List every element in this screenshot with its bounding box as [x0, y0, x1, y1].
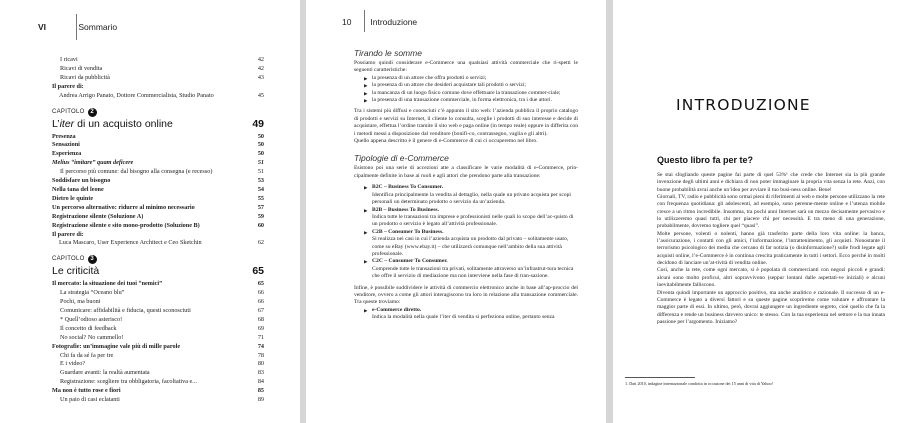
- list-item: ▶ e-Commerce diretto. Indica la modalità nella quale l’iter di vendita si perfeziona online, pertanto senza: [364, 307, 578, 322]
- footnote-divider: [625, 377, 695, 378]
- header-title: Introduzione: [370, 17, 418, 27]
- chapter-label: CAPITOLO 2: [52, 108, 264, 117]
- list-item: ▶ la presenza di una transazione commerciale, in forma elettronica, tra i due attori.: [364, 97, 578, 104]
- intro-opening-page: [613, 0, 910, 423]
- toc-entry: Ricavi di vendita 42: [60, 64, 264, 72]
- header-divider: [364, 10, 365, 32]
- toc-entry: Ricavi da pubblicità 43: [60, 73, 264, 81]
- toc-entry: Fotografie: un’immagine vale più di mille parole 74: [52, 342, 264, 350]
- chapter-label: CAPITOLO 3: [52, 255, 264, 264]
- list-item: ▶ C2B – Consumer To Business. Si realizza nei casi in cui l’azienda acquista un prodotto dal privato – solitamente usato, come su eBay (www.ebay.it) – che utilizzerà comunque nell’ambito della sua attività professionale.: [364, 229, 578, 259]
- bullet-list: [364, 75, 578, 105]
- paragraph: Infine, è possibile suddividere le attività di commercio elettronico anche in base all’ap-proccio del venditore, ovvero a come gli attori interagiscono tra loro in relazione alla transazione commerciale. Tra queste troviamo:: [354, 284, 578, 306]
- toc-entry: Il percorso più comune: dal bisogno alla consegna (e recesso) 51: [60, 168, 264, 176]
- toc-entry: Chi fa da sé fa per tre 78: [60, 351, 264, 359]
- chapter-number-badge: 3: [88, 255, 97, 264]
- paragraph: Così, anche la rete, come ogni mercato, si è popolata di commercianti con negozi piccoli e grandi: alcuni sono molto proficui, altri sopravvivono (seppur lontani dalle aspettati-ve iniziali) e alcuni inevitabilmente falliscono.: [657, 267, 885, 289]
- toc-page: [0, 0, 300, 423]
- paragraph: Diventa quindi importante un approccio positivo, ma anche analitico e razionale. Il successo di un e-Commerce è legato a diversi fattori e su queste pagine scopriremo come valutare e affrontare la maggior parte di essi. In ultimo, però, dovrai aggiungere un ingrediente segreto, cioè quello che fa la differenza e rende un business davvero unico: te stesso. Con la tua esperienza nel settore e la tua innata passione per l’argomento. Iniziamo?: [657, 289, 885, 325]
- header-title: Sommario: [78, 22, 118, 32]
- header-divider: [76, 14, 77, 40]
- paragraph: Esistono poi una serie di accezioni atte a classificare le varie modalità di e-Commerce, prin-cipalmente definite in base ai ruoli e agli attori che prendono parte alla transazione:: [354, 165, 578, 179]
- page-header: [342, 17, 417, 27]
- page-body: [657, 172, 885, 326]
- toc-entry: Luca Mascaro, User Experience Architect e Ceo Sketchin 62: [59, 239, 264, 247]
- section-heading: Tipologie di e-Commerce: [354, 153, 449, 164]
- toc-entry: Pochi, ma buoni 66: [60, 298, 264, 306]
- chapter-number-badge: 2: [88, 108, 97, 117]
- paragraph: Giornali, TV, radio e pubblicità sono ormai pieni di riferimenti al web e molte persone utilizzano la rete con frequenza quotidiana: gli adolescenti, ad esempio, sono perenne-mente online e l’utenza mobile cresce a un ritmo incredibile. Insomma, tra pochi anni Internet sarà un mezzo decisamente pervasivo e lo utilizzeremo quasi tutti, chi per piacere chi per necessità. E tra meno di una generazione, probabilmente, dovremo togliere quel “quasi”.: [657, 194, 885, 230]
- chapter-title: Le criticità 65: [52, 265, 264, 278]
- page-gutter: [606, 0, 613, 423]
- toc-entry: Melius “imitare” quam deficere 51: [52, 159, 264, 167]
- chapter-title: INTRODUZIONE: [676, 96, 811, 114]
- page-body: [354, 48, 578, 322]
- toc-entry: Presenza 50: [52, 132, 264, 140]
- page-number: VI: [38, 22, 47, 32]
- toc-entry: Soddisfare un bisogno 53: [52, 177, 264, 185]
- section-heading: Tirando le somme: [354, 48, 422, 58]
- toc-entry: Comunicare: affidabilità e fiducia, questi sconosciuti 67: [60, 307, 264, 315]
- intro-page-10: [306, 0, 606, 423]
- toc-entry: I ricavi 42: [60, 56, 264, 63]
- list-item: ▶ B2B – Business To Business. Indica tutte le transazioni tra imprese e professionisti nelle quali lo scopo dell’ac-quisto di un prodotto o servizio è legato all’attività professionale.: [364, 207, 578, 229]
- toc-entry: Un percorso alternativo: ridurre al minimo necessario 57: [52, 203, 264, 211]
- paragraph: Possiamo quindi considerare e-Commerce una qualsiasi attività commerciale che ri-spetti le seguenti caratteristiche:: [354, 60, 578, 74]
- list-item: ▶ la presenza di un attore che offra prodotti o servizi;: [364, 75, 578, 82]
- toc-entry: Un paio di casi eclatanti 89: [60, 396, 264, 404]
- definition-list: [364, 184, 578, 280]
- list-item: ▶ la presenza di un attore che desideri acquistare tali prodotti o servizi;: [364, 82, 578, 89]
- toc-entry: Il parere di:: [52, 230, 84, 238]
- toc-entry: Guardare avanti: la realtà aumentata 83: [60, 369, 264, 377]
- toc-entry: Dietro le quinte 55: [52, 194, 264, 202]
- paragraph: Quello appena descritto è il genere di e-Commerce di cui ci occuperemo nel libro.: [354, 138, 538, 145]
- table-of-contents: [52, 56, 264, 405]
- list-item: ▶ B2C – Business To Consumer. Identifica principalmente la vendita al dettaglio, nella quale un privato acquista per scopi personali un determinato prodotto o servizio da un’azienda.: [364, 184, 578, 206]
- toc-entry: Andrea Arrigo Panato, Dottore Commercialista, Studio Panato 45: [59, 91, 264, 99]
- page-header: [38, 22, 117, 32]
- page-number: 10: [342, 17, 352, 27]
- chapter-title: L’iter di un acquisto online 49: [52, 117, 264, 130]
- paragraph: Se stai sfogliando queste pagine fai parte di quel 53%¹ che crede che Internet sia la più grande invenzione degli ultimi anni e dichiara di non poter immaginare la propria vita senza la rete. Anzi, con buone probabilità avrai anche un’idea per avviare il tuo busi-ness online. Bene!: [657, 172, 885, 193]
- toc-entry: Registrazione: scegliere tra obbligatoria, facoltativa e... 84: [60, 378, 264, 386]
- toc-entry: Il parere di:: [52, 82, 84, 90]
- toc-entry: Registrazione silente (Soluzione A) 59: [52, 212, 264, 220]
- toc-entry: Esperienza 50: [52, 150, 264, 158]
- toc-entry: Ma non è tutto rose e fiori 85: [52, 387, 264, 395]
- toc-entry: Il mercato: la situazione dei tuoi “nemici” 65: [52, 280, 264, 288]
- toc-entry: No social? No cammello! 71: [60, 333, 264, 341]
- list-item: ▶ la mancanza di un luogo fisico comune dove effettuare la transazione commer-ciale;: [364, 90, 578, 97]
- toc-entry: Nella tana del leone 54: [52, 185, 264, 193]
- bullet-list: [364, 307, 578, 322]
- section-heading: Questo libro fa per te?: [657, 155, 754, 165]
- toc-entry: Il concetto di feedback 69: [60, 324, 264, 332]
- footnote: 1. Dati 2010, indagine internazionale condotta in occasione dei 15 anni di vita di Yahoo!: [625, 381, 774, 386]
- list-item: ▶ C2C – Consumer To Consumer. Comprende tutte le transazioni tra privati, solitamente attraverso un’infrastrut-tura tecnica che offre il servizio di mediazione ma non interviene nella fase di tran-sazione.: [364, 258, 578, 280]
- toc-entry: Registrazione silente e sito mono-prodotto (Soluzione B) 60: [52, 221, 264, 229]
- toc-entry: Sensazioni 50: [52, 141, 264, 149]
- paragraph: Tra i sistemi più diffusi e conosciuti c’è appunto il sito web: l’azienda pubblica il proprio catalogo di prodotti e servizi su Internet, il cliente lo consulta, sceglie i prodotti di suo interesse e decide di acquistare, effettua l’ordine tramite il sito web e paga online (in tempo reale) oppure in differita con i metodi messi a disposizione dal venditore (bonifi-co, contrassegno, vaglia e gli altri).: [354, 108, 578, 137]
- toc-entry: E i video? 80: [60, 360, 264, 368]
- toc-entry: La strategia “Oceano blu” 66: [60, 289, 264, 297]
- paragraph: Molte persone, volenti o nolenti, hanno già trasferito parte della loro vita online: la banca, l’assicurazione, i contatti con gli amici, l’informazione, l’intrattenimento, gli acquisti. Nonostante il terrorismo psicologico dei media che cercano di far notizia (o disinformazione?) sulle frodi legate agli acquisti online, l’e-Commerce è in continua crescita praticamente in tutti i settori. Ecco perché in molti decidono di lanciare un’at-tività di vendita online.: [657, 230, 885, 267]
- toc-entry: * Quell’odioso asterisco! 68: [60, 315, 264, 323]
